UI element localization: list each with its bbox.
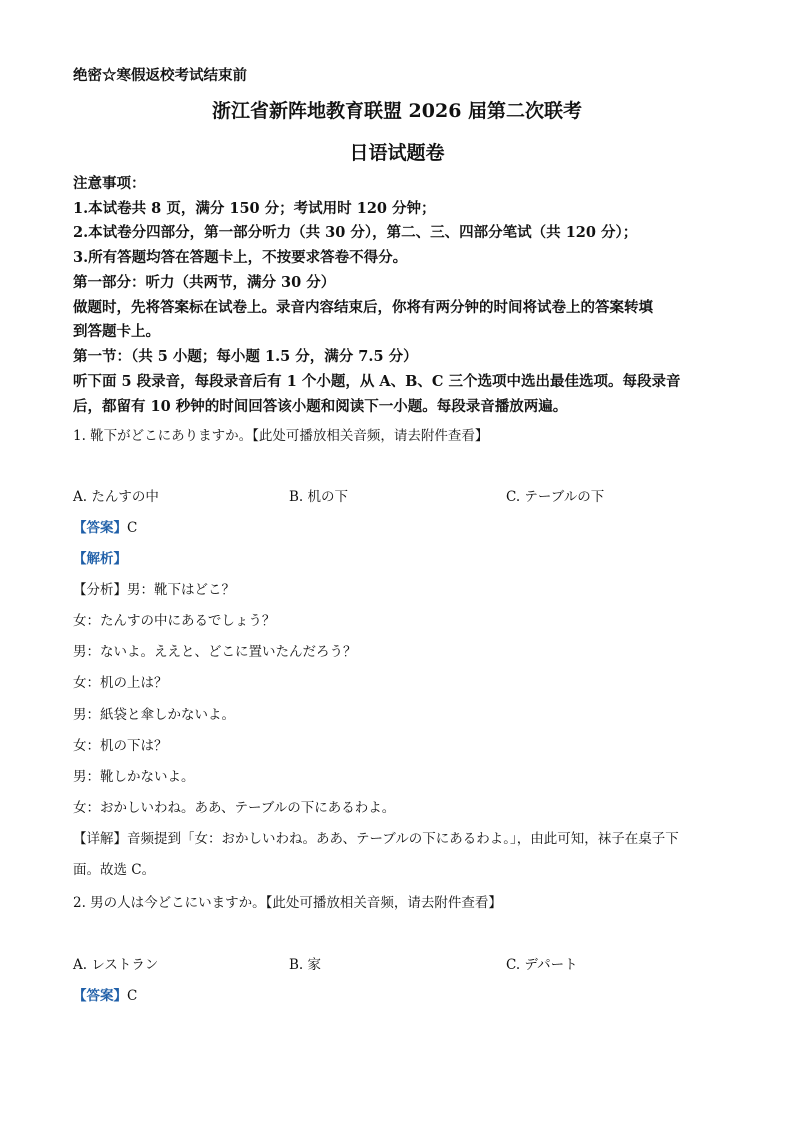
dialogue-line: 男：ないよ。ええと、どこに置いたんだろう？ <box>73 644 357 660</box>
q1-option-b: B. 机の下 <box>289 489 349 505</box>
section1-instruction-1: 听下面 5 段录音，每段录音后有 1 个小题，从 A、B、C 三个选项中选出最佳选项。每段录音 <box>73 373 681 390</box>
q2-answer-value: C <box>127 988 138 1004</box>
q2-option-c: C. デパート <box>506 957 578 973</box>
part1-instruction-1: 做题时，先将答案标在试卷上。录音内容结束后，你将有两分钟的时间将试卷上的答案转填 <box>73 299 653 316</box>
exam-title: 浙江省新阵地教育联盟 2026 届第二次联考 <box>211 100 583 122</box>
q1-option-c: C. テーブルの下 <box>506 489 605 505</box>
part1-instruction-2: 到答题卡上。 <box>73 323 160 340</box>
q1-answer-value: C <box>127 520 138 536</box>
question-1: 1. 靴下がどこにありますか。【此处可播放相关音频，请去附件查看】 <box>73 428 489 444</box>
q1-analysis-label: 【分析】 <box>73 582 127 598</box>
notes-item-1: 1.本试卷共 8 页，满分 150 分；考试用时 120 分钟； <box>73 200 436 217</box>
section1-heading: 第一节：（共 5 小题；每小题 1.5 分，满分 7.5 分） <box>73 348 418 365</box>
part1-heading: 第一部分：听力（共两节，满分 30 分） <box>73 274 336 291</box>
secret-label: 绝密☆寒假返校考试结束前 <box>73 67 247 84</box>
notes-item-3: 3.所有答题均答在答题卡上，不按要求答卷不得分。 <box>73 249 408 266</box>
q1-answer-tag: 【答案】 <box>73 520 127 536</box>
dialogue-line: 女：机の上は？ <box>73 675 168 691</box>
q2-answer-row <box>73 984 137 1004</box>
q2-answer-tag: 【答案】 <box>73 988 127 1004</box>
q2-option-b: B. 家 <box>289 957 322 973</box>
dialogue-line: 男：靴しかないよ。 <box>73 769 195 785</box>
q1-analysis-row <box>73 578 235 598</box>
question-2: 2. 男の人は今どこにいますか。【此处可播放相关音频，请去附件查看】 <box>73 895 502 911</box>
q1-analysis-tag-row <box>73 547 127 567</box>
dialogue-line: 女：たんすの中にあるでしょう？ <box>73 613 276 629</box>
exam-subtitle: 日语试题卷 <box>349 142 445 164</box>
q2-option-a: A. レストラン <box>73 957 159 973</box>
dialogue-line: 女：机の下は？ <box>73 738 168 754</box>
dialogue-line: 男：紙袋と傘しかないよ。 <box>73 707 235 723</box>
dialogue-line: 男：靴下はどこ？ <box>127 582 235 598</box>
q1-detail-row <box>73 827 679 847</box>
dialogue-line: 女：おかしいわね。ああ、テーブルの下にあるわよ。 <box>73 800 396 816</box>
notes-heading: 注意事项： <box>73 175 146 192</box>
q1-answer-row <box>73 516 137 536</box>
q1-detail-text-2: 面。故选 C。 <box>73 862 156 878</box>
q1-detail-label: 【详解】 <box>73 831 127 847</box>
section1-instruction-2: 后，都留有 10 秒钟的时间回答该小题和阅读下一小题。每段录音播放两遍。 <box>73 398 568 415</box>
q1-detail-text: 音频提到「女：おかしいわね。ああ、テーブルの下にあるわよ。」，由此可知，袜子在桌子下 <box>127 831 679 847</box>
q1-option-a: A. たんすの中 <box>73 489 159 505</box>
notes-item-2: 2.本试卷分四部分，第一部分听力（共 30 分），第二、三、四部分笔试（共 120 分）； <box>73 224 638 241</box>
q1-analysis-tag: 【解析】 <box>73 551 127 567</box>
